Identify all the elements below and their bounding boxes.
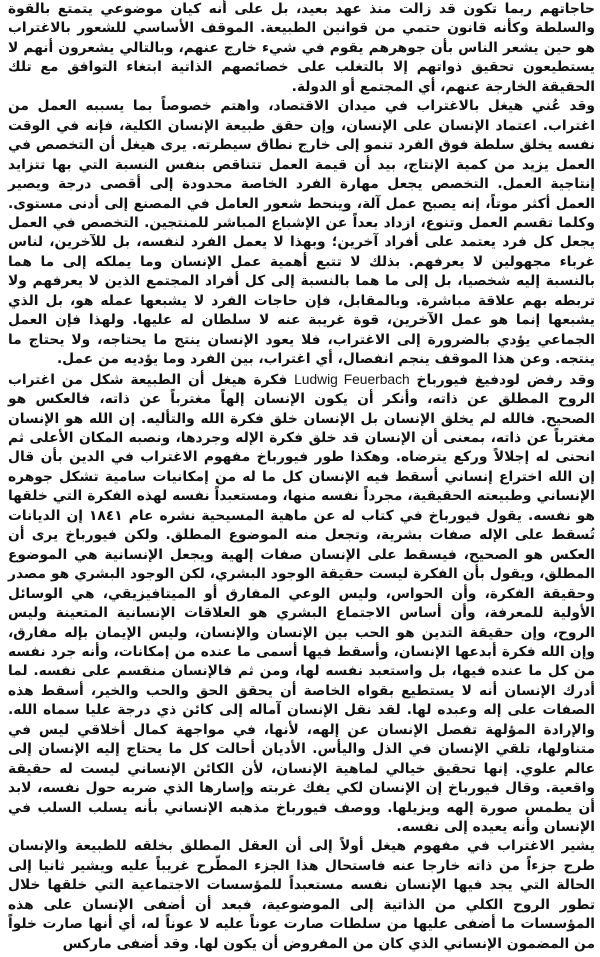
- paragraph-alienation-definition: حاجاتهم ربما تكون قد زالت منذ عهد بعيد، بل على أنه كيان موضوعي يتمتع بالقوة والسلطة وكأنه قانون حتمي من قوانين الطبيعة. الموقف الأساسي للشعور بالاغتراب هو حين يشعر الناس بأن جوهرهم يقوم في شيء خارج عنهم، وبالتالي يشعرون أنهم لا يستطيعون تحقيق ذواتهم إلا بالتغلب على خصائصهم الذاتية ابتغاء التوافق مع تلك الحقيقة الخارجة عنهم، أي المجتمع أو الدولة.: [8, 1, 595, 95]
- feuerbach-intro-text: وقد رفض لودفيغ فيورباخ: [416, 371, 595, 388]
- paragraph-feuerbach: [8, 370, 595, 838]
- arabic-text-body: [8, 0, 595, 954]
- paragraph-hegel-labor: وقد عُني هيغل بالاغتراب في ميدان الاقتصاد، واهتم خصوصاً بما يسببه العمل من اغتراب. اعتماد الإنسان على الإنسان، وإن حقق طبيعة الإنسان الكلية، فإنه في الوقت نفسه يخلق سلطة فوق الفرد تنمو إلى خارج نطاق سيطرته. يرى هيغل أن التخصص في العمل يزيد من كمية الإنتاج، بيد أن قيمة العمل تتناقص بنفس النسبة التي بها تتزايد إنتاجية العمل. التخصص يجعل مهارة الفرد الخاصة محدودة إلى أقصى درجة ويصير العمل أكثر موتاً، إنه يصبح عمل آلة، وينحط شعور العامل في المصنع إلى أدنى مستوى. وكلما تقسم العمل وتنوع، ازداد بعداً عن الإشباع المباشر للمنتجين. التخصص في العمل يجعل كل فرد يعتمد على أفراد آخرين؛ وبهذا لا يعمل الفرد لنفسه، بل للآخرين، لناس غرباء مجهولين لا يعرفهم. بذلك لا تتبع أهمية عمل الإنسان وما يملكه إلى ما هما بالنسبة إليه شخصيا، بل إلى ما هما بالنسبة إلى كل أفراد المجتمع الذين لا يعرفهم ولا تربطه بهم علاقة مباشرة. وبالمقابل، فإن حاجات الفرد لا يشبعها عمله هو، بل الذي يشبعها إنما هو عمل الآخرين، قوة غريبة عنه لا سلطان له عليها. ولهذا فإن العمل الجماعي يؤدي بالضرورة إلى الاغتراب، فلا يعود الإنسان ينتج ما يحتاجه، ولا يحتاج ما ينتجه. وعن هذا الموقف ينجم انفصال، أي اغتراب، بين الفرد وما يؤديه من عمل.: [8, 98, 595, 368]
- paragraph-hegel-concept: يشير الاغتراب في مفهوم هيغل أولاً إلى أن العقل المطلق بخلقه للطبيعة والإنسان طرح جزءاً من ذاته خارجا عنه فاستحال هذا الجزء المطّرح غريباً عليه ويشير ثانيا إلى الحالة التي يجد فيها الإنسان نفسه مستعبداً للمؤسسات الاجتماعية التي خلقها خلال تطور الروح الكلي من الذاتية إلى الموضوعية، فبعد أن أضفى الإنسان على هذه المؤسسات ما أضفى عليها من سلطات صارت عوناً عليه لا عوناً له، أي أنها صارت خلواً من المضمون الإنساني الذي كان من المفروض أن يكون لها. وقد أضفى ماركس: [8, 838, 595, 952]
- feuerbach-latin-name: Ludwig Feuerbach: [294, 371, 410, 387]
- feuerbach-body-text: فكرة هيغل أن الطبيعة شكل من اغتراب الروح المطلق عن ذاته، وأنكر أن يكون الإنسان إلهاً مغترباً عن ذاته، فالعكس هو الصحيح. فالله لم يخلق الإنسان بل الإنسان خلق فكرة الله والتأليه. إن الله هو الإنسان مغترباً عن ذاته، بمعنى أن الإنسان قد خلق فكرة الإله وجردها، ونصبه المكان الأعلى ثم انحنى له إجلالاً وركع يترضاه. وهكذا طور فيورباخ مفهوم الاغتراب في الدين بأن قال إن الله اختراع إنساني أسقط فيه الإنسان كل ما له من إمكانيات سامية تشكل جوهره الإنساني وطبيعته الحقيقية، مجرداً نفسه منها، ومستعبداً نفسه لهذه الفكرة التي خلقها هو نفسه. يقول فيورباخ في كتاب له عن ماهية المسيحية نشره عام ١٨٤١ إن الديانات تُسقط على الإله صفات بشرية، وتجعل منه الموضوع المطلق. ولكن فيورباخ يرى أن العكس هو الصحيح، فيسقط على الإنسان صفات إلهية ويجعل الإنسانية هي الموضوع المطلق، ويقول بأن الفكرة ليست حقيقة الوجود البشري، لكن الوجود البشري هو مصدر وحقيقة الفكرة، وأن الحواس، وليس الوعي المفارق أو الميتافيزيقي، هي الوسائل الأولية للمعرفة، وأن أساس الاجتماع البشري هو العلاقات الإنسانية المتعينة وليس الروح، وإن حقيقة التدين هو الحب بين الإنسان والإنسان، وليس الإيمان بإله مفارق، وإن الله فكرة أبدعها الإنسان، وأسقط فيها أسمى ما عنده من إمكانات، وأنه جرد نفسه من كل ما عنده فيها، بل واستعبد نفسه لها، ومن ثم فالإنسان منقسم على نفسه. لما أدرك الإنسان أنه لا يستطيع بقواه الخاصة أن يحقق الحق والحب والخير، أسقط هذه الصفات على إله وعبده لها. لقد نقل الإنسان آماله إلى كائن ذي درجة عليا سماه الله. والإرادة المؤلهة تفصل الإنسان عن إلهه، لأنها، في مواجهة كمال أخلاقي ليس في متناولها، تلقي الإنسان في الذل واليأس. الأديان أحالت كل ما يحتاج إليه الإنسان إلى عالم علوي. إنها تحقيق خيالي لماهية الإنسان، لأن الكائن الإنساني ليست له حقيقة واقعية. وقال فيورباخ إن الإنسان لكي يفك غربته وإسارها الذي ضربه حول نفسه، لابد أن يطمس صورة إلهه ويزيلها. ووصف فيورباخ مذهبه الإنساني بأنه يسلب السلب في الإنسان وأنه يعيده إلى نفسه.: [8, 371, 596, 836]
